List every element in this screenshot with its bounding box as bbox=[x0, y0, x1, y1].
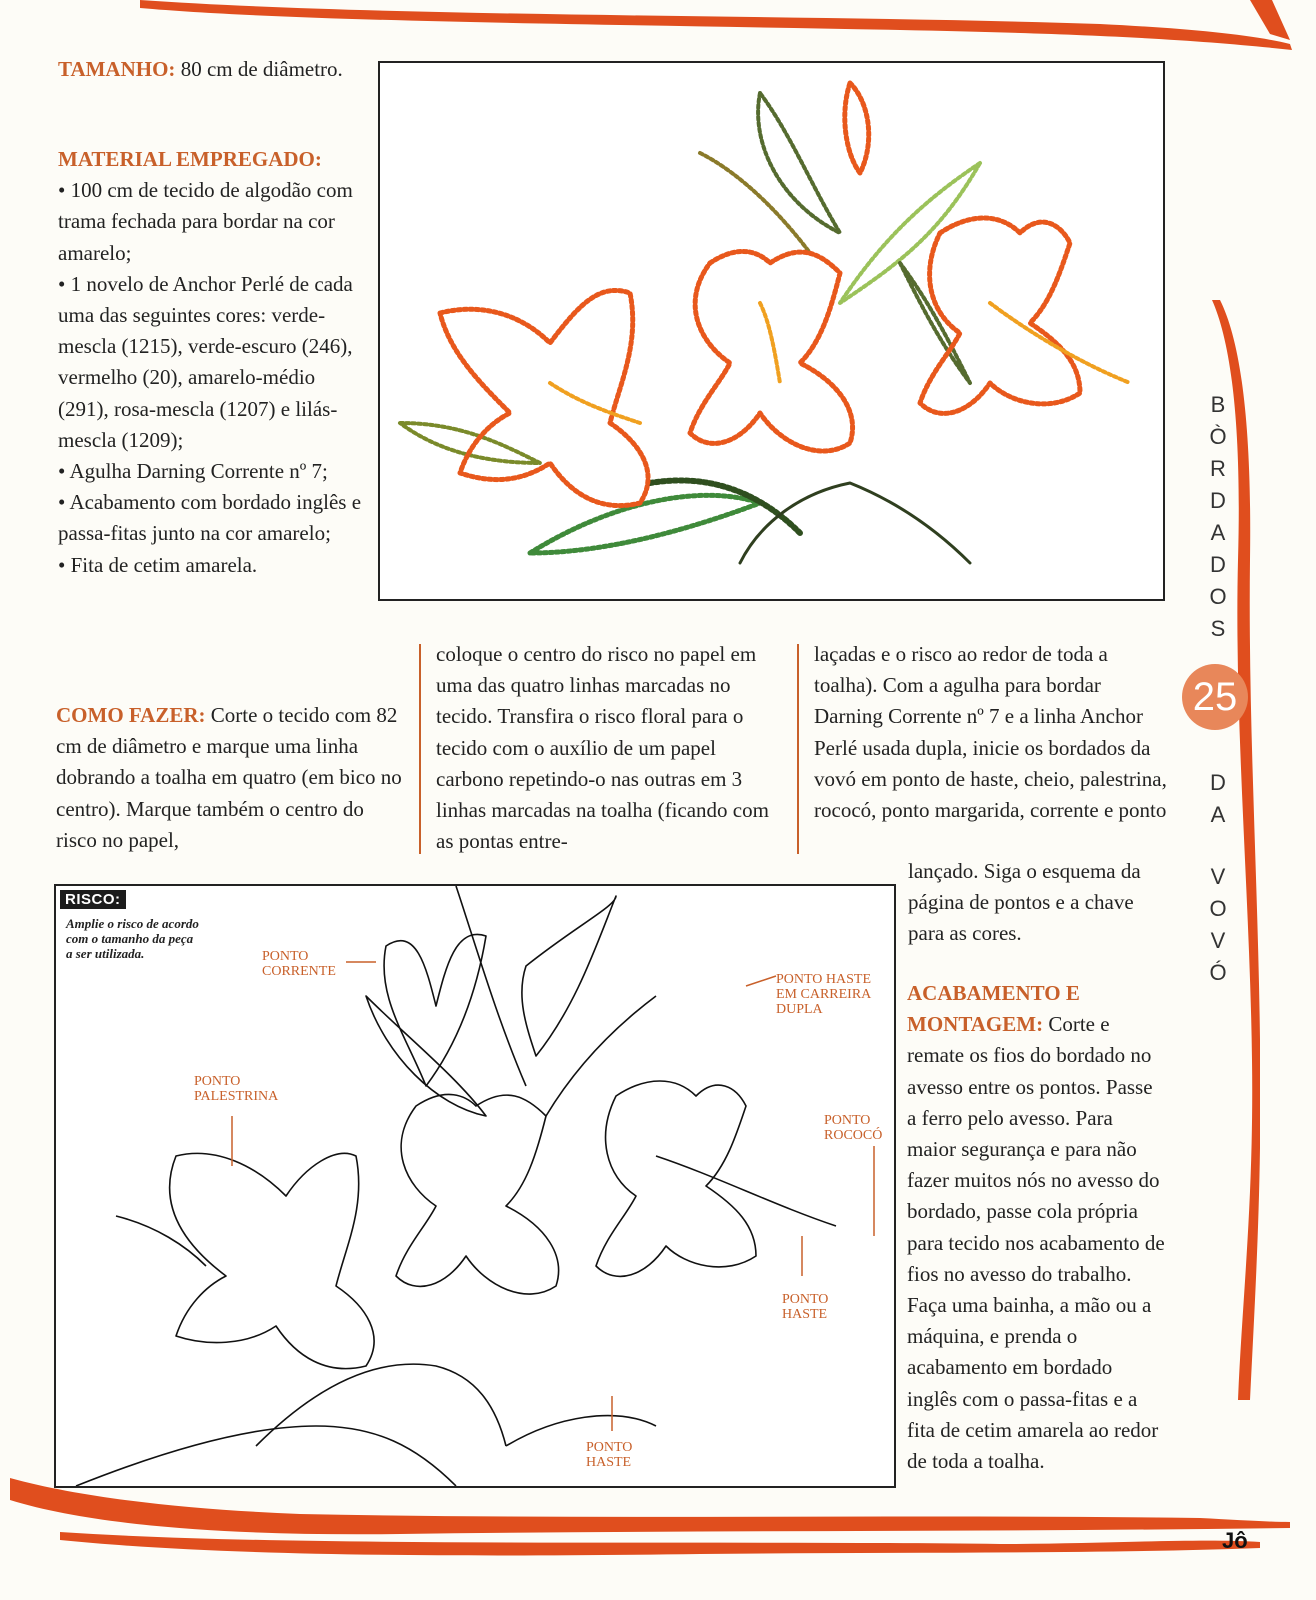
side-letter: A bbox=[1210, 520, 1226, 545]
side-letter: D bbox=[1210, 552, 1226, 577]
acabamento-label: ACABAMENTO E MONTAGEM: bbox=[907, 981, 1080, 1037]
como-fazer-col3 bbox=[814, 639, 1169, 826]
side-letter: O bbox=[1209, 896, 1227, 921]
tamanho-label: TAMANHO: bbox=[58, 57, 176, 81]
side-letter: Ó bbox=[1209, 960, 1227, 985]
como-fazer-text-3b: lançado. Siga o esquema da página de pontos e a chave para as cores. bbox=[908, 859, 1141, 946]
label-ponto-haste-dupla: PONTO HASTE EM CARREIRA DUPLA bbox=[776, 972, 872, 1017]
label-ponto-haste: PONTO HASTE bbox=[586, 1440, 633, 1470]
material-block bbox=[58, 144, 368, 581]
material-item: • Acabamento com bordado inglês e passa-fitas junto na cor amarelo; bbox=[58, 490, 362, 546]
side-letter: V bbox=[1210, 928, 1226, 953]
top-border bbox=[0, 0, 1316, 60]
pattern-drawing bbox=[56, 886, 894, 1486]
acabamento-block bbox=[907, 978, 1167, 1477]
label-ponto-rococo: PONTO ROCOCÓ bbox=[824, 1113, 883, 1143]
side-letter: Ò bbox=[1209, 424, 1227, 449]
label-ponto-palestrina: PONTO PALESTRINA bbox=[194, 1074, 279, 1104]
material-item: • 1 novelo de Anchor Perlé de cada uma das seguintes cores: verde-mescla (1215), verde-escuro (246), vermelho (20), amarelo-médio (291), rosa-mescla (1207) e lilás-mescla (1209); bbox=[58, 271, 353, 452]
risco-tag: RISCO: bbox=[60, 890, 126, 909]
como-fazer-col1 bbox=[56, 700, 406, 856]
tamanho-text: 80 cm de diâmetro. bbox=[175, 57, 343, 81]
risco-pattern bbox=[54, 884, 896, 1488]
como-fazer-label: COMO FAZER: bbox=[56, 703, 206, 727]
como-fazer-text-2: coloque o centro do risco no papel em uma das quatro linhas marcadas no tecido. Transfira o risco floral para o tecido com o auxílio de um papel carbono repetindo-o nas outras em 3 linhas marcadas na toalha (ficando com as pontas entre- bbox=[436, 642, 769, 854]
label-ponto-corrente: PONTO CORRENTE bbox=[262, 949, 336, 979]
tamanho-block bbox=[58, 54, 368, 85]
label-ponto-haste: PONTO HASTE bbox=[782, 1292, 829, 1322]
material-heading: MATERIAL EMPREGADO: bbox=[58, 147, 322, 171]
acabamento-text: Corte e remate os fios do bordado no avesso entre os pontos. Passe a ferro pelo avesso. Para maior segurança e para não fazer muitos nós no avesso do bordado, passe cola própria para tecido nos acabamento de fios no avesso do trabalho. Faça uma bainha, a mão ou a máquina, e prenda o acabamento em bordado inglês com o passa-fitas e a fita de cetim amarela ao redor de toda a toalha. bbox=[907, 1012, 1165, 1474]
page-number: 25 bbox=[1182, 664, 1248, 730]
como-fazer-col2 bbox=[436, 639, 781, 857]
risco-note: Amplie o risco de acordo com o tamanho da peça a ser utilizada. bbox=[66, 916, 199, 961]
material-item: • Fita de cetim amarela. bbox=[58, 552, 258, 577]
signature: Jô bbox=[1222, 1528, 1248, 1553]
side-letter: B bbox=[1210, 392, 1226, 417]
side-letter: R bbox=[1210, 456, 1226, 481]
side-letter: V bbox=[1210, 864, 1226, 889]
como-fazer-col3b bbox=[908, 856, 1158, 950]
side-letter: O bbox=[1209, 584, 1227, 609]
como-fazer-text-3: laçadas e o risco ao redor de toda a toalha). Com a agulha para bordar Darning Corrente nº 7 e a linha Anchor Perlé usada dupla, inicie os bordados da vovó em ponto de haste, cheio, palestrina, rococó, ponto margarida, corrente e ponto bbox=[814, 642, 1167, 823]
material-item: • Agulha Darning Corrente nº 7; bbox=[58, 459, 328, 484]
embroidery-illustration bbox=[380, 63, 1163, 599]
column-divider bbox=[797, 644, 799, 854]
side-letter: D bbox=[1210, 488, 1226, 513]
side-letter: A bbox=[1210, 802, 1226, 827]
column-divider bbox=[419, 644, 421, 854]
side-letter: D bbox=[1210, 770, 1226, 795]
embroidery-photo bbox=[378, 61, 1165, 601]
side-letter: S bbox=[1210, 616, 1226, 641]
como-fazer-text: Corte o tecido com 82 cm de diâmetro e marque uma linha dobrando a toalha em quatro (em bico no centro). Marque também o centro do risco no papel, bbox=[56, 703, 402, 852]
material-item: • 100 cm de tecido de algodão com trama fechada para bordar na cor amarelo; bbox=[58, 178, 353, 265]
